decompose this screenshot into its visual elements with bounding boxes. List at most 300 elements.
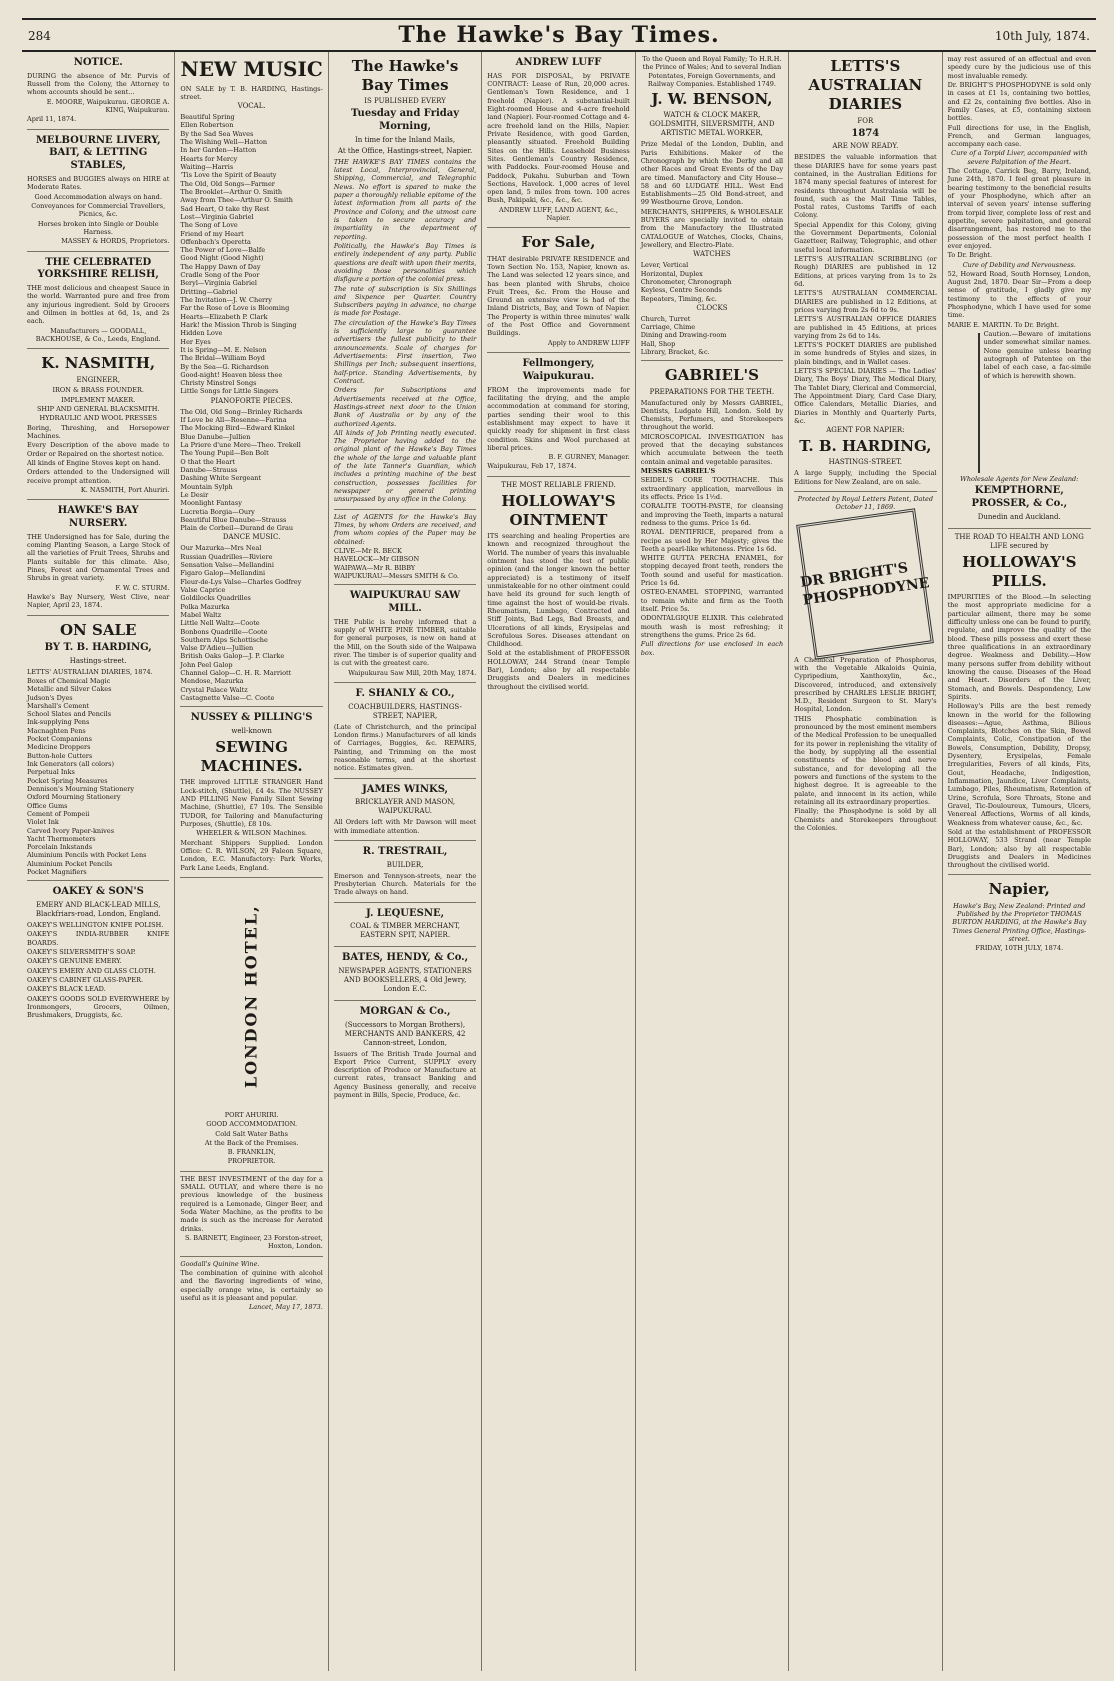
investment-text: THE BEST INVESTMENT of the day for a SMALL OUTLAY, and where there is no previous knowledge of the business required is a Lemonade, Ginger Beer, and Soda Water Machine, as the profits to be made is such as the increase for Aerated drinks.: [180, 1174, 323, 1233]
on-sale-intro: LETTS' AUSTRALIAN DIARIES, 1874.: [27, 667, 153, 676]
benson-ad: [641, 52, 783, 361]
list-item: Valse D'Adieu—Jullien: [180, 644, 254, 653]
paper-circulation: The circulation of the Hawke's Bay Times is sufficiently large to guarantee advertisers the fullest publicity to their announcements. Scale of charges for Advertisements: First insertion, Two Shillings per Inch; subsequent insertions, half-price. Standing Advertisements, by Contract.: [333, 318, 477, 385]
for-sale-text: THAT desirable PRIVATE RESIDENCE and Town Section No. 153, Napier, known as. The Land was selected 12 years since, and has been planted with Shrubs, choice Fruit Trees, &c. From the House and Ground an extensive view is had of the Inland Districts, Bay, and Town of Napier. The Property is within three minutes' walk of the Post Office and Government Buildings.: [487, 254, 630, 338]
benson-sub: WATCH & CLOCK MAKER, GOLDSMITH, SILVERSMITH, AND ARTISTIC METAL WORKER,: [649, 111, 775, 138]
lequesne-sub: COAL & TIMBER MERCHANT, EASTERN SPIT, NAPIER.: [350, 922, 460, 940]
hotel-name: LONDON HOTEL,: [241, 903, 261, 1088]
oakey-line: OAKEY'S GOODS SOLD EVERYWHERE by Ironmongers, Grocers, Oilmen, Brushmakers, Druggists, &c.: [27, 994, 170, 1020]
lequesne-heading: J. LEQUESNE,: [366, 907, 445, 919]
morgan-ad: [334, 1001, 476, 1105]
list-item: Lost—Virginia Gabriel: [180, 212, 254, 221]
list-item: Hark! the Mission Throb is Singing: [180, 320, 297, 329]
shanly-text: (Late of Christchurch, and the principal London firms.) Manufacturers of all kinds of Carriages, Buggies, &c. REPAIRS, Painting, and Trimming on the most reasonable terms, and at the shortest notice. Estimates given.: [333, 722, 477, 773]
letts-text: BESIDES the valuable information that these DIARIES have for some years past contained, in the Australian Editions for 1874 many special features of interest for residents throughout Australasia will be found, such as the Mail Time Tables, Postal rates, Customs Tariffs of each Colony.: [794, 153, 937, 220]
bright-caution: Caution.—Beware of imitations under somewhat similar names. None genuine unless bearing autograph of Patentee on the label of each case, a fac-simile of which is herewith shown.: [983, 330, 1091, 380]
hotel-baths: Cold Salt Water Baths: [215, 1129, 288, 1138]
vocal-heading: VOCAL.: [237, 102, 266, 111]
list-item: Valse Caprice: [180, 585, 226, 594]
list-item: John Peel Galop: [180, 660, 233, 669]
paper-days: Tuesday and Friday Morning,: [351, 108, 460, 133]
list-item: Castagnette Valse—C. Coote: [180, 694, 275, 703]
oakey-line: OAKEY'S SILVERSMITH'S SOAP.: [27, 948, 136, 957]
nussey-sub: well-known: [231, 727, 272, 736]
list-item: Ink-supplying Pens: [27, 718, 90, 727]
pills-text: IMPURITIES of the Blood.—In selecting the most appropriate medicine for a particular ailment, there may be some difficulty unless one can be found to purify, regulate, and improve the quality of the blood. These pills possess and exert these three qualifications in an extraordinary degree. Weakness and Debility.—How many persons suffer from debility without knowing the cause. Diseases of the Head and Heart. Disorders of the Liver, Stomach, and Bowels. Despondency, Low Spirits.: [947, 593, 1091, 701]
gabriels-heading: GABRIEL'S: [664, 366, 759, 385]
list-item: Bonbons Quadrille—Coote: [180, 627, 268, 636]
list-item: Little Songs for Little Singers: [180, 387, 279, 396]
list-item: Far the Rose of Love is Blooming: [180, 304, 290, 313]
list-item: The Power of Love—Balfe: [180, 246, 266, 255]
relish-text: THE most delicious and cheapest Sauce in the world. Warranted pure and free from any injurious ingredient. Sold by Grocers and Oilmen in bottles at 6d, 1s, and 2s each.: [27, 284, 170, 326]
luff-text: HAS FOR DISPOSAL, by PRIVATE CONTRACT: Lease of Run, 20,000 acres. Gentleman's Town Residence, and 1 freehold (Napier). A substantial-built Eight-roomed House and 4-acre freehold land (Napier). Four-roomed Cottage and 4-acre freehold land on the Hills, Napier. Private Residence, with good Garden, pleasantly situated. Freehold Building Sites on the Hills. Leasehold Business Sites. Gentleman's Country Residence, with Paddocks. Four-roomed House and Paddock, Pukahu. Suburban and Town Sections, Havelock. 1,000 acres of level open land, 5 miles from town. 100 acres Bush, Pakipaki, &c., &c., &c.: [487, 71, 630, 205]
music-heading: NEW MUSIC: [180, 57, 323, 81]
list-item: Boxes of Chemical Magic: [27, 676, 111, 685]
column-1: [22, 52, 175, 1671]
nasmith-line: IRON & BRASS FOUNDER.: [52, 386, 144, 395]
holloway-tag: THE MOST RELIABLE FRIEND.: [501, 480, 616, 489]
list-item: HAVELOCK—Mr GIBSON: [333, 555, 420, 564]
pills-heading: HOLLOWAY'S PILLS.: [962, 552, 1077, 590]
list-item: Waiting—Harris: [180, 163, 234, 172]
list-item: British Oaks Galop—J. P. Clarke: [180, 652, 285, 661]
list-item: Dashing White Sergeant: [180, 474, 262, 483]
page-number: 284: [28, 29, 51, 43]
nasmith-line: SHIP AND GENERAL BLACKSMITH.: [36, 405, 160, 414]
list-item: In her Garden—Hatton: [180, 146, 257, 155]
list-item: Sensation Valse—Mellandini: [180, 561, 274, 570]
for-sale-heading: For Sale,: [521, 233, 596, 252]
oakey-heading: OAKEY & SON'S: [52, 886, 144, 898]
nasmith-line: Boring, Threshing, and Horsepower Machines.: [27, 423, 170, 441]
list-item: Polka Mazurka: [180, 602, 230, 611]
list-item: Beryl—Virginia Gabriel: [180, 279, 257, 288]
melbourne-line: MASSEY & HORDS, Proprietors.: [61, 237, 170, 246]
on-sale-list: [27, 677, 169, 877]
hotel-proprietor: B. FRANKLIN,: [227, 1148, 276, 1157]
paper-time: In time for the Inland Mails,: [354, 135, 456, 144]
hotel-place: PORT AHURIRI.: [224, 1110, 279, 1119]
melbourne-heading: MELBOURNE LIVERY, BAIT, & LETTING STABLES,: [35, 134, 161, 172]
bright-ad: [948, 52, 1091, 529]
holloway-footer: Sold at the establishment of PROFESSOR HOLLOWAY, 244 Strand (near Temple Bar), London; also by all respectable Druggists and Dealers in medicines throughout the civilised world.: [487, 649, 630, 691]
bates-ad: [334, 947, 476, 1001]
list-item: Hearts—Elizabeth P. Clark: [180, 312, 268, 321]
hotel-vertical: [180, 881, 322, 1111]
gabriels-item: ROYAL DENTIFRICE, prepared from a recipe as used by Her Majesty; gives the Teeth a pearl-like whiteness. Price 1s 6d.: [640, 528, 784, 553]
paper-orders: Orders for Subscriptions and Advertisements received at the Office, Hastings-street next door to the Union Bank of Australia or by any of the authorized Agents.: [333, 386, 477, 428]
gabriels-ad: [641, 361, 783, 662]
list-item: Goldilocks Quadrilles: [180, 594, 251, 603]
on-sale-by: BY T. B. HARDING,: [44, 641, 152, 653]
bright-letter2: 52, Howard Road, South Hornsey, London, August 2nd, 1870. Dear Sir—From a deep sense of gratitude, I gladly give my testimony to the effects of your Phosphodyne, which I have used for some time.: [947, 269, 1091, 320]
nursery-signed: F. W. C. STURM.: [115, 583, 170, 592]
sawmill-ad: [334, 585, 476, 683]
list-item: Aluminium Pencils with Pocket Lens: [27, 851, 147, 860]
nasmith-sub: ENGINEER,: [76, 375, 120, 384]
nasmith-ad: [27, 349, 169, 500]
list-item: Mountain Sylph: [180, 482, 233, 491]
notice-date: April 11, 1874.: [27, 115, 77, 124]
letts-item: LETTS'S POCKET DIARIES are published in some hundreds of Styles and sizes, in plain bindings, and in Wallet cases.: [794, 341, 937, 366]
trestrail-text: Emerson and Tennyson-streets, near the Presbyterian Church. Materials for the Trade always on hand.: [333, 871, 477, 897]
paper-text2: Politically, the Hawke's Bay Times is entirely independent of any party. Public questions are dealt with upon their merits, avoiding those personalities which disfigure a portion of the colonial press.: [333, 241, 477, 284]
list-item: Our Mazurka—Mrs Neal: [180, 544, 262, 553]
list-item: Danube—Strauss: [180, 465, 238, 474]
list-item: Southern Alps Schottische: [180, 635, 268, 644]
list-item: Sad Heart, O take thy Rest: [180, 204, 270, 213]
oakey-line: OAKEY'S CABINET GLASS-PAPER.: [27, 975, 144, 984]
trestrail-ad: [334, 841, 476, 903]
phosphodyne-stamp-text: DR BRIGHT'S PHOSPHODYNE: [799, 559, 931, 609]
list-item: Violet Ink: [27, 818, 59, 827]
dance-list: [180, 544, 322, 702]
list-item: Good Night (Good Night): [180, 254, 264, 263]
nasmith-line: IMPLEMENT MAKER.: [61, 395, 136, 404]
clocks-heading: CLOCKS: [696, 303, 728, 312]
list-item: Mendose, Mazurka: [180, 677, 244, 686]
list-item: 'Tis Love the Spirit of Beauty: [180, 171, 277, 180]
nussey-ad: [180, 707, 322, 878]
list-item: Horizontal, Duplex: [640, 269, 703, 278]
on-sale-heading: ON SALE: [59, 620, 137, 639]
paper-office: At the Office, Hastings-street, Napier.: [337, 146, 473, 155]
fellmongery-heading: Fellmongery, Waipukurau.: [522, 358, 595, 382]
letts-for: FOR: [857, 116, 874, 125]
list-item: Cradle Song of the Poor: [180, 271, 260, 280]
melbourne-ad: [27, 130, 169, 252]
imprint-text: Hawke's Bay, New Zealand: Printed and Published by the Proprietor THOMAS BURTON HARDING, at the Hawke's Bay Times General Printing Office, Hastings-street.: [952, 901, 1087, 943]
morgan-heading: MORGAN & Co.,: [359, 1005, 451, 1017]
benson-heading: J. W. BENSON,: [651, 90, 773, 109]
nasmith-line: Every Description of the above made to Order or Repaired on the shortest notice.: [27, 441, 170, 458]
lequesne-ad: [334, 903, 476, 948]
columns: [22, 52, 1096, 1671]
relish-ad: [27, 252, 169, 350]
letts-now-ready: ARE NOW READY.: [832, 142, 899, 151]
list-item: Dennison's Mourning Stationery: [27, 784, 135, 793]
letts-agent-label: AGENT FOR NAPIER:: [826, 426, 905, 435]
paper-sub: IS PUBLISHED EVERY: [364, 97, 446, 106]
notice-text: DURING the absence of Mr. Purvis of Russell from the Colony, the Attorney to whom accounts should be sent...: [27, 71, 170, 97]
imprint-date: FRIDAY, 10TH JULY, 1874.: [975, 944, 1064, 953]
music-ad: [180, 52, 322, 707]
notice-ad: [27, 52, 169, 130]
list-item: Christy Minstrel Songs: [180, 379, 257, 388]
holloway-heading: HOLLOWAY'S OINTMENT: [501, 491, 616, 529]
paper-text: THE HAWKE'S BAY TIMES contains the latest Local, Interprovincial, General, Shipping, Commercial, and Telegraphic News. No effort is spared to make the paper a thoroughly reliable epitome of the latest information from all parts of the Province and Colony, and the utmost care is taken to secure accuracy and impartiality in the department of reporting.: [333, 157, 477, 241]
list-item: Friend of my Heart: [180, 229, 244, 238]
bright-case: Cure of a Torpid Liver, accompanied with severe Palpitation of the Heart.: [951, 149, 1088, 166]
list-item: Channel Galop—C. H. R. Marriott: [180, 669, 292, 678]
list-item: Pocket Magnifiers: [27, 868, 87, 877]
winks-heading: JAMES WINKS,: [362, 783, 449, 795]
notice-heading: NOTICE.: [73, 57, 123, 68]
column-2: [175, 52, 328, 1671]
hotel-accommodation: GOOD ACCOMMODATION.: [206, 1120, 298, 1129]
kempthorne-place: Dunedin and Auckland.: [977, 512, 1061, 521]
list-item: Macnaghten Pens: [27, 726, 86, 735]
fellmongery-place: Waipukurau, Feb 17, 1874.: [487, 462, 577, 471]
list-item: Little Nell Waltz—Coote: [180, 619, 260, 628]
list-item: The Old, Old Songs—Farmer: [180, 179, 275, 188]
phosphodyne-text3: Finally; the Phosphodyne is sold by all Chemists and Storekeepers throughout the Colonies.: [794, 807, 937, 832]
list-item: Figaro Galop—Mellandini: [180, 569, 266, 578]
list-item: Ellen Robertson: [180, 121, 234, 130]
fellmongery-ad: [487, 353, 629, 477]
paper-printing: All kinds of Job Printing neatly executed. The Proprietor having added to the original plant of the Hawke's Bay Times the whole of the large and valuable plant of the late Tanner's Guardian, which includes a printing machine of the best construction, possesses facilities for newspaper or general printing unsurpassed by any office in the Colony.: [333, 428, 477, 504]
quinine-source: Lancet, May 17, 1873.: [248, 1303, 323, 1312]
luff-heading: ANDREW LUFF: [515, 57, 602, 68]
list-item: Carriage, Chime: [640, 323, 696, 332]
pills-text2: Holloway's Pills are the best remedy known in the world for the following diseases:—Ague, Asthma, Bilious Complaints, Blotches on the Skin, Bowel Complaints, Colic, Constipation of the Bowels, Consumption, Debility, Dropsy, Dysentery, Erysipelas, Female Irregularities, Fevers of all kinds, Fits, Gout, Headache, Indigestion, Inflammation, Jaundice, Liver Complaints, Lumbago, Piles, Rheumatism, Retention of Urine, Scrofula, Sore Throats, Stone and Gravel, Tic-Douloureux, Tumours, Ulcers, Venereal Affections, Worms of all kinds, Weakness from whatever cause, &c., &c.: [947, 702, 1091, 827]
gabriels-item: ODONTALGIQUE ELIXIR. This celebrated mouth wash is most refreshing; it strengthens the gums. Price 2s 6d.: [640, 614, 784, 639]
bright-full: Full directions for use, in the English, French, and German languages, accompany each case.: [947, 123, 1091, 149]
pills-sold: Sold at the establishment of PROFESSOR HOLLOWAY, 533 Strand (near Temple Bar), London; also by all respectable Druggists and Dealers in Medicines throughout the civilised world.: [947, 827, 1091, 870]
quinine-text: The combination of quinine with alcohol and the flavoring ingredients of wine, especially orange wine, is certainly so useful as it is pleasant and popular.: [180, 1268, 323, 1302]
list-item: Cement of Pompeii: [27, 809, 90, 818]
nasmith-heading: K. NASMITH,: [41, 354, 156, 373]
list-item: Medicine Droppers: [27, 743, 91, 752]
list-item: O that the Heart: [180, 457, 235, 466]
gabriels-item: OSTEO-ENAMEL STOPPING, warranted to remain white and firm as the Tooth itself. Price 5s.: [640, 588, 784, 614]
trestrail-sub: BUILDER,: [386, 860, 424, 869]
notice-signed: E. MOORE, Waipukurau. GEORGE A. KING, Waipukurau.: [46, 97, 170, 115]
quinine-ad: [180, 1257, 322, 1317]
bates-heading: BATES, HENDY, & Co.,: [341, 952, 469, 964]
relish-heading: THE CELEBRATED YORKSHIRE RELISH,: [37, 256, 159, 281]
gabriels-label: MESSRS GABRIEL'S: [640, 467, 716, 476]
melbourne-line: Horses broken into Single or Double Harness.: [37, 219, 159, 236]
list-item: Library, Bracket, &c.: [640, 348, 710, 357]
column-7: [943, 52, 1096, 1671]
for-sale-apply: Apply to ANDREW LUFF: [547, 338, 630, 347]
nussey-address: Merchant Shippers Supplied. London Office: C. R. WILSON, 29 Faleon Square, London, E.C. Manufactory: Park Works, Park Lane Leeds, England.: [180, 838, 323, 872]
benson-text: Prize Medal of the London, Dublin, and Paris Exhibitions. Maker of the Chronograph by which the Derby and all other Races and Great Events of the Day are timed. Manufactory and City House—58 and 60 LUDGATE HILL. West End Establishments—25 Old Bond-street, and 99 Westbourne Grove, London.: [640, 140, 784, 207]
dance-heading: DANCE MUSIC.: [222, 533, 281, 542]
list-item: Moonlight Fantasy: [180, 499, 242, 508]
bright-letter: The Cottage, Carrick Beg, Barry, Ireland, June 24th, 1870. I feel great pleasure in bearing testimony to the beneficial results of your Phosphodyne, which after an interval of seven years' intense suffering from torpid liver, complete loss of rest and appetite, severe palpitation, and general disarrangement, has restored me to the possession of the most perfect health I ever enjoyed.: [947, 167, 1091, 250]
imprint: [948, 875, 1091, 957]
piano-heading: PIANOFORTE PIECES.: [210, 396, 293, 405]
holloway-ointment-ad: [487, 477, 629, 696]
list-item: Porcelain Inkstands: [27, 843, 93, 852]
melbourne-line: HORSES and BUGGIES always on HIRE at Moderate Rates.: [27, 175, 170, 192]
oakey-ad: [27, 881, 169, 1024]
list-item: Away from Thee—Arthur O. Smith: [180, 196, 293, 205]
trestrail-heading: R. TRESTRAIL,: [362, 845, 448, 857]
nursery-ad: [27, 500, 169, 615]
fellmongery-text: FROM the improvements made for facilitating the drying, and the ample accommodation at command for storing, parties sending their wool to this establishment may expect to have it quickly ready for shipment in first class condition. Skins and Wool purchased at liberal prices.: [487, 385, 630, 452]
sawmill-signed: Waipukurau Saw Mill, 20th May, 1874.: [348, 668, 477, 677]
list-item: Russian Quadrilles—Riviere: [180, 552, 273, 561]
list-item: The Happy Dawn of Day: [180, 262, 261, 271]
list-item: Hall, Shop: [640, 339, 676, 348]
column-5: [636, 52, 789, 1671]
list-item: By the Sea—G. Richardson: [180, 362, 269, 371]
list-item: The Brooklet—Arthur O. Smith: [180, 187, 283, 196]
oakey-line: OAKEY'S EMERY AND GLASS CLOTH.: [27, 966, 156, 975]
list-item: The Bridal—William Boyd: [180, 354, 265, 363]
paper-heading: The Hawke's Bay Times: [351, 57, 459, 95]
list-item: The Wishing Well—Hatton: [180, 138, 268, 147]
hotel-baths-sub: At the Back of the Premises.: [204, 1138, 299, 1147]
bates-sub: NEWSPAPER AGENTS, STATIONERS AND BOOKSELLERS, 4 Old Jewry, London E.C.: [338, 967, 472, 993]
oakey-sub: EMERY AND BLACK-LEAD MILLS, Blackfriars-road, London, England.: [35, 901, 161, 919]
list-item: Lucretia Borgia—Oury: [180, 507, 255, 516]
sawmill-text: THE Public is hereby informed that a supply of WHITE PINE TIMBER, suitable for general purposes, is now on hand at the Mill, on the South side of the Waipawa river. The timber is of superior quality and is cut with the greatest care.: [333, 617, 477, 668]
gabriels-makers: Manufactured only by Messrs GABRIEL, Dentists, Ludgate Hill, London. Sold by Chemists, Perfumers, and Storekeepers throughout the world.: [640, 398, 784, 432]
list-item: Judson's Dyes: [27, 693, 73, 702]
list-item: By the Sad Sea Waves: [180, 129, 254, 138]
investment-signed: S. BARNETT, Engineer, 23 Forston-street, Hoxton, London.: [184, 1233, 323, 1251]
list-item: The Young Pupil—Ben Bolt: [180, 449, 269, 458]
letts-supply: A large Supply, including the Special Editions for New Zealand, are on sale.: [794, 469, 937, 486]
list-item: If Love be All—Rosenne—Farina: [180, 416, 287, 425]
list-item: WAIPAWA—Mr R. BIBBY: [333, 563, 416, 572]
oakey-line: OAKEY'S GENUINE EMERY.: [27, 957, 122, 966]
list-item: Dining and Drawing-room: [640, 331, 727, 340]
list-item: The Song of Love: [180, 221, 238, 230]
gabriels-sub: PREPARATIONS FOR THE TEETH.: [649, 387, 775, 396]
holloway-text: ITS searching and healing Properties are known and recognized throughout the World. The number of years this invaluable ointment has stood the test of public opinion (and the longer known the better appreciated) is a testimony of itself unmistakeable for no other ointment could have held its ground for such length of time against the host of would-be rivals. Rheumatism, Lumbago, Contracted and Stiff Joints, Bad Legs, Bad Breasts, and Ulcerations of all kinds, Erysipelas and Scrofulous Sores. Diseases attendant on Childhood.: [487, 532, 630, 649]
morgan-text: Issuers of The British Trade Journal and Export Price Current, SUPPLY every description of Produce or Manufacture at current rates, transact Banking and Agency Business generally, and receive payment in Bills, Specie, Produce, &c.: [333, 1049, 477, 1100]
nussey-text: THE improved LITTLE STRANGER Hand Lock-stitch, (Shuttle), £4 4s. The NUSSEY AND PILLING New Family Silent Sewing Machine, (Shuttle), £7 10s. The Sensible TUDOR, for Tailoring and Manufacturing Purposes, (Shuttle), £8 10s.: [180, 778, 323, 829]
letts-year: 1874: [851, 127, 880, 139]
phosphodyne-ad: [794, 492, 936, 837]
list-item: Office Gums: [27, 801, 68, 810]
list-item: Dritting—Gabriel: [180, 287, 238, 296]
list-item: Button-hole Cutters: [27, 751, 93, 760]
list-item: CLIVE—Mr R. BECK: [333, 546, 402, 555]
list-item: Oxford Mourning Stationery: [27, 793, 121, 802]
list-item: Pocket Companions: [27, 735, 92, 744]
bright-text: Dr. BRIGHT'S PHOSPHODYNE is sold only in cases at £1 1s, containing two bottles, and £2 2s, containing five bottles. Also in Family Cases, at £5, containing sixteen bottles.: [947, 80, 1091, 123]
melbourne-line: Good Accommodation always on hand.: [34, 192, 162, 201]
list-item: La Priere d'une Mere—Theo. Trekell: [180, 441, 301, 449]
relish-makers: Manufacturers — GOODALL, BACKHOUSE, & Co., Leeds, England.: [35, 326, 161, 344]
list-item: Beautiful Blue Danube—Strauss: [180, 515, 287, 524]
nasmith-line: All kinds of Engine Stoves kept on hand.: [27, 458, 161, 467]
paper-subscription: The rate of subscription is Six Shillings and Sixpence per Quarter. Country Subscribers paying in advance, no charge is made for Postage.: [333, 284, 477, 318]
list-item: Hidden Love: [180, 329, 223, 338]
list-item: Lever, Vertical: [640, 261, 689, 270]
letts-item: LETTS'S AUSTRALIAN COMMERCIAL DIARIES are published in 12 Editions, at prices varying from 2s 6d to 9s.: [794, 289, 937, 314]
list-item: Perpetual Inks: [27, 768, 75, 777]
list-item: Chronometer, Chronograph: [640, 277, 732, 286]
column-3: [329, 52, 482, 1671]
nussey-signed: WHEELER & WILSON Machines.: [196, 829, 307, 838]
masthead: [22, 18, 1096, 52]
list-item: Aluminium Pocket Pencils: [27, 859, 113, 868]
letts-agent-place: HASTINGS-STREET.: [828, 458, 903, 467]
phosphodyne-protected: Protected by Royal Letters Patent, Dated October 11, 1869.: [797, 494, 934, 512]
agents-intro: List of AGENTS for the Hawke's Bay Times, by whom Orders are received, and from whom copies of the Paper may be obtained:: [333, 512, 477, 546]
vocal-list: [180, 113, 322, 396]
phosphodyne-text2: THIS Phosphatic combination is pronounced by the most eminent members of the Medical Profession to be unequalled for its power in replenishing the vitality of the body, by supplying all the essential constituents of the blood and nerve substance, and for developing all the powers and functions of the system to the highest degree. It is agreeable to the palate, and innocent in its action, while retaining all its extraordinary properties.: [794, 714, 937, 806]
list-item: Her Eyes: [180, 337, 211, 346]
melbourne-line: Conveyances for Commercial Travellers, Picnics, &c.: [31, 202, 166, 219]
shanly-heading: F. SHANLY & CO.,: [355, 687, 455, 699]
letts-agent: T. B. HARDING,: [799, 437, 932, 456]
bright-case2: Cure of Debility and Nervousness.: [962, 260, 1076, 269]
list-item: Good-night! Heaven bless thee: [180, 370, 283, 379]
agents-ad: [334, 510, 476, 586]
column-4: [482, 52, 635, 1671]
gabriels-item: CORALITE TOOTH-PASTE, for cleansing and improving the Teeth, imparts a natural redness to the gums. Price 1s 6d.: [640, 502, 784, 527]
on-sale-street: Hastings-street.: [69, 656, 127, 665]
list-item: Church, Turret: [640, 314, 691, 323]
clocks-list: [641, 315, 783, 357]
letts-item: LETTS'S AUSTRALIAN OFFICE DIARIES are published in 45 Editions, at prices varying from 2s 6d to 14s.: [794, 315, 937, 340]
holloway-pills-ad: [948, 529, 1091, 876]
hotel-proprietor-label: PROPRIETOR.: [227, 1157, 276, 1166]
wholesale-label: Wholesale Agents for New Zealand:: [960, 475, 1079, 483]
kempthorne: KEMPTHORNE, PROSSER, & Co.,: [971, 485, 1068, 510]
list-item: Mabel Waltz: [180, 610, 222, 619]
watches-list: [641, 261, 783, 303]
letts-ad: [794, 52, 936, 492]
watches-heading: WATCHES: [693, 250, 731, 259]
winks-text: All Orders left with Mr Dawson will meet with immediate attention.: [333, 818, 477, 835]
bright-signed: To Dr. Bright.: [947, 251, 993, 260]
letts-item: LETTS'S SPECIAL DIARIES — The Ladies' Diary, The Boys' Diary, The Medical Diary, The Tablet Diary, Clerical and Commercial, The Appointment Diary, Card Case Diary, Office Calendars, Metallic Diaries, and Diaries in Monthly and Quarterly Parts, &c.: [794, 367, 937, 425]
gabriels-item: SEIDEL'S CORE TOOTHACHE. This extraordinary application, marvellous in its effects. Price 1s 1½d.: [640, 476, 784, 501]
nasmith-line: K. NASMITH, Port Ahuriri.: [80, 485, 170, 494]
benson-merchants: MERCHANTS, SHIPPERS, & WHOLESALE BUYERS are specially invited to obtain from the Manufactory the Illustrated CATALOGUE of Watches, Clocks, Chains, Jewellery, and Electro-Plate.: [640, 207, 784, 250]
list-item: Ink Generators (all colors): [27, 760, 115, 769]
nursery-text: THE Undersigned has for Sale, during the coming Planting Season, a Large Stock of all the varieties of Fruit Trees, Shrubs and Plants suitable for this climate. Also, Pines, Forest and Ornamental Trees and Shrubs in great variety.: [27, 532, 170, 583]
gabriels-investigation: MICROSCOPICAL INVESTIGATION has proved that the decaying substances which accumulate between the teeth contain animal and vegetable parasites.: [640, 432, 784, 466]
warrant-text: To the Queen and Royal Family; To H.R.H. the Prince of Wales; And to several Indian Potentates, Foreign Governments, and Railway Companies. Established 1749.: [642, 55, 782, 88]
oakey-line: OAKEY'S WELLINGTON KNIFE POLISH.: [27, 921, 164, 930]
pills-road: THE ROAD TO HEALTH AND LONG LIFE secured by: [954, 532, 1084, 550]
nursery-heading: HAWKE'S BAY NURSERY.: [57, 505, 139, 530]
list-item: The Invitation—J. W. Cherry: [180, 296, 272, 305]
morgan-sub: (Successors to Morgan Brothers), MERCHANTS AND BANKERS, 42 Cannon-street, London,: [344, 1020, 466, 1047]
list-item: WAIPUKURAU—Messrs SMITH & Co.: [333, 571, 459, 580]
hotel-ad: [180, 878, 322, 1172]
nussey-heading: NUSSEY & PILLING'S: [190, 712, 313, 724]
newspaper-title: The Hawke's Bay Times.: [398, 22, 720, 48]
music-intro: ON SALE by T. B. HARDING, Hastings-street.: [180, 84, 323, 101]
gabriels-footer: Full directions for use enclosed in each box.: [640, 640, 784, 657]
oakey-line: OAKEY'S INDIA-RUBBER KNIFE BOARDS.: [27, 930, 170, 947]
winks-sub: BRICKLAYER AND MASON, WAIPUKURAU.: [355, 798, 456, 816]
sawmill-heading: WAIPUKURAU SAW MILL.: [349, 590, 461, 614]
list-item: It is Spring—M. E. Nelson: [180, 345, 267, 354]
letts-item: LETTS'S AUSTRALIAN SCRIBBLING (or Rough) DIARIES are published in 12 Editions, at prices varying from 1s to 2s 6d.: [794, 255, 937, 288]
fellmongery-signed: B. F. GURNEY, Manager.: [548, 453, 630, 462]
phosphodyne-stamp: [796, 508, 934, 659]
list-item: Marshall's Cement: [27, 701, 90, 710]
list-item: Repeaters, Timing, &c.: [640, 294, 717, 303]
investment-ad: [180, 1172, 322, 1257]
list-item: The Old, Old Song—Brinley Richards: [180, 407, 303, 416]
quinine-heading: Goodall's Quinine Wine.: [180, 1259, 260, 1268]
list-item: School Slates and Pencils: [27, 710, 112, 719]
on-sale-ad: [27, 616, 169, 882]
nasmith-line: HYDRAULIC AND WOOL PRESSES: [39, 414, 157, 423]
nasmith-line: Orders attended to the Undersigned will receive prompt attention.: [27, 468, 170, 485]
list-item: Pocket Spring Measures: [27, 776, 108, 785]
list-item: Keyless, Centre Seconds: [640, 286, 722, 295]
bright-signed2: MARIE E. MARTIN. To Dr. Bright.: [947, 320, 1060, 329]
list-item: Plain de Corbeil—Durand de Grau: [180, 524, 294, 533]
list-item: Fleur-de-Lys Valse—Charles Godfrey: [180, 577, 302, 586]
gabriels-item: WHITE GUTTA PERCHA ENAMEL, for stopping decayed front teeth, renders the Tooth sound and useful for mastication. Price 1s 6d.: [640, 554, 784, 588]
